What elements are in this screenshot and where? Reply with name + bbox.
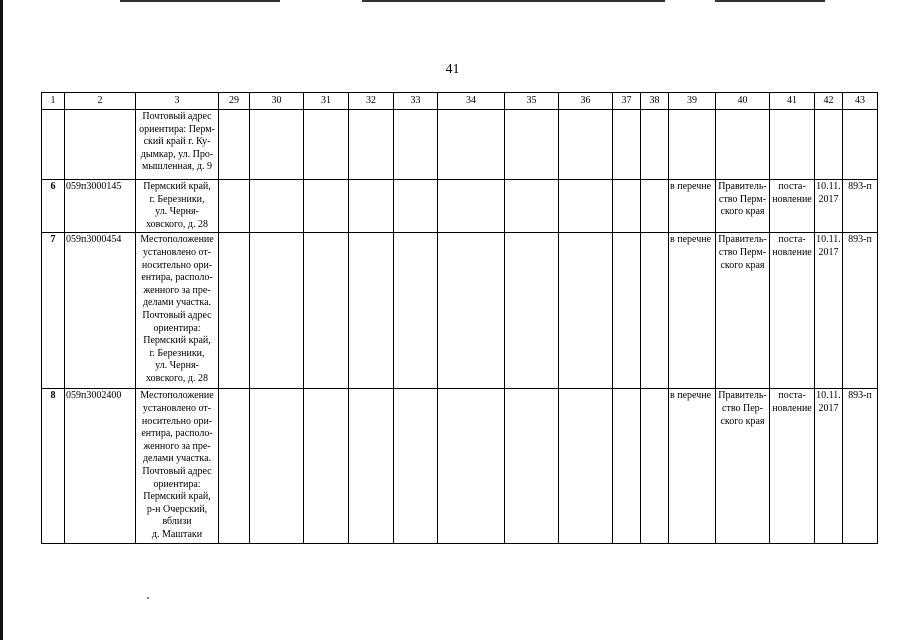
cell-line: поста- (778, 390, 806, 402)
document-number-cell: 893-п (843, 233, 878, 389)
cell-line: вблизи (162, 516, 192, 528)
empty-cell-col-36 (559, 180, 613, 233)
cell-line: ховского, д. 28 (145, 372, 208, 384)
table-row (42, 389, 878, 544)
column-header-43: 43 (843, 93, 878, 110)
address-cell (136, 110, 219, 180)
cell-line: ул. Черня- (155, 360, 199, 372)
column-header-40: 40 (716, 93, 770, 110)
column-header-39: 39 (669, 93, 716, 110)
empty-cell-col-35 (505, 110, 559, 180)
empty-cell-col-34 (438, 180, 505, 233)
cell-line: носительно ори- (141, 415, 213, 427)
empty-cell-col-32 (349, 389, 394, 544)
row-number-cell: 6 (42, 180, 65, 233)
cell-line: Правитель- (718, 181, 767, 192)
cell-line: ского края (720, 206, 765, 218)
column-header-31: 31 (304, 93, 349, 110)
empty-cell-col-31 (304, 180, 349, 233)
document-type-cell (770, 110, 815, 180)
cell-line: ский край г. Ку- (143, 136, 211, 148)
empty-cell-col-33 (394, 233, 438, 389)
cell-line: 2017 (818, 246, 839, 258)
cell-line: дымкар, ул. Про- (140, 148, 214, 160)
register-table-body (42, 93, 878, 544)
table-row (42, 110, 878, 180)
empty-cell-col-33 (394, 389, 438, 544)
cell-line: женного за пре- (143, 284, 211, 296)
cell-line: делами участка. (142, 453, 212, 465)
cell-line: новление (772, 402, 812, 414)
cell-line: ховского, д. 28 (145, 218, 208, 230)
empty-cell-col-37 (613, 233, 641, 389)
table-row (42, 233, 878, 389)
empty-cell-col-30 (250, 180, 304, 233)
scan-speck (147, 597, 149, 599)
cell-line: ентира, располо- (141, 272, 213, 284)
top-rule-right (715, 0, 825, 2)
address-cell (136, 180, 219, 233)
column-header-41: 41 (770, 93, 815, 110)
row-number-cell (42, 110, 65, 180)
page-number: 41 (445, 62, 460, 77)
cadastral-id-cell (65, 110, 136, 180)
empty-cell-col-32 (349, 180, 394, 233)
cell-line: новление (772, 246, 812, 258)
top-rule-left (120, 0, 280, 2)
empty-cell-col-31 (304, 233, 349, 389)
empty-cell-col-32 (349, 110, 394, 180)
empty-cell-col-30 (250, 110, 304, 180)
cell-line: Местоположение (140, 390, 214, 402)
document-number-cell: 893-п (843, 180, 878, 233)
cell-line: Пермский край, (143, 335, 211, 347)
top-rule-middle (362, 0, 665, 2)
column-header-30: 30 (250, 93, 304, 110)
column-header-2: 2 (65, 93, 136, 110)
cadastral-id-cell: 059п3000454 (65, 233, 136, 389)
empty-cell-col-37 (613, 389, 641, 544)
column-header-32: 32 (349, 93, 394, 110)
cell-line: Правитель- (718, 390, 767, 402)
authority-cell (716, 110, 770, 180)
document-type-cell (770, 389, 815, 544)
document-date-cell (815, 233, 843, 389)
list-status-cell: в перечне (669, 389, 716, 544)
empty-cell-col-38 (641, 180, 669, 233)
column-header-38: 38 (641, 93, 669, 110)
empty-cell-col-30 (250, 233, 304, 389)
empty-cell-col-33 (394, 110, 438, 180)
cell-line: 10.11. (816, 234, 841, 246)
row-number-cell: 8 (42, 389, 65, 544)
empty-cell-col-36 (559, 110, 613, 180)
column-header-34: 34 (438, 93, 505, 110)
empty-cell-col-30 (250, 389, 304, 544)
list-status-cell (669, 110, 716, 180)
document-type-cell (770, 233, 815, 389)
document-number-cell: 893-п (843, 389, 878, 544)
register-table (41, 92, 878, 544)
empty-cell-col-29 (219, 233, 250, 389)
cell-line: мышленная, д. 9 (141, 161, 212, 173)
cell-line: ентира, располо- (141, 428, 213, 440)
column-header-1: 1 (42, 93, 65, 110)
empty-cell-col-38 (641, 389, 669, 544)
empty-cell-col-29 (219, 110, 250, 180)
document-date-cell (815, 110, 843, 180)
empty-cell-col-32 (349, 233, 394, 389)
cell-line: новление (772, 193, 812, 205)
column-header-29: 29 (219, 93, 250, 110)
document-date-cell (815, 180, 843, 233)
cell-line: ориентира: (153, 322, 201, 334)
empty-cell-col-35 (505, 389, 559, 544)
cell-line: делами участка. (142, 297, 212, 309)
empty-cell-col-33 (394, 180, 438, 233)
header-row (42, 93, 878, 110)
empty-cell-col-35 (505, 180, 559, 233)
column-header-33: 33 (394, 93, 438, 110)
address-cell (136, 389, 219, 544)
cell-line: г. Березники, (149, 193, 205, 205)
empty-cell-col-31 (304, 389, 349, 544)
empty-cell-col-29 (219, 180, 250, 233)
cell-line: Почтовый адрес (142, 465, 212, 477)
cell-line: ство Перм- (718, 193, 767, 205)
document-number-cell (843, 110, 878, 180)
empty-cell-col-36 (559, 233, 613, 389)
cell-line: Почтовый адрес (142, 111, 212, 122)
empty-cell-col-29 (219, 389, 250, 544)
cell-line: женного за пре- (143, 440, 211, 452)
cell-line: д. Маштаки (151, 528, 203, 540)
empty-cell-col-34 (438, 233, 505, 389)
empty-cell-col-38 (641, 110, 669, 180)
empty-cell-col-36 (559, 389, 613, 544)
cell-line: 2017 (818, 402, 839, 414)
cadastral-id-cell: 059п3002400 (65, 389, 136, 544)
column-header-3: 3 (136, 93, 219, 110)
row-number-cell: 7 (42, 233, 65, 389)
cell-line: ского края (720, 415, 765, 427)
scan-edge (0, 0, 3, 640)
address-cell (136, 233, 219, 389)
empty-cell-col-35 (505, 233, 559, 389)
cell-line: ул. Черня- (155, 206, 199, 218)
table-row (42, 180, 878, 233)
cell-line: ориентира: Перм- (139, 123, 215, 135)
cell-line: носительно ори- (141, 259, 213, 271)
cell-line: 10.11. (816, 181, 841, 192)
cell-line: ство Пер- (722, 402, 763, 414)
document-date-cell (815, 389, 843, 544)
column-header-36: 36 (559, 93, 613, 110)
authority-cell (716, 180, 770, 233)
cell-line: Местоположение (140, 234, 214, 246)
cell-line: установлено от- (142, 246, 212, 258)
cell-line: Правитель- (718, 234, 767, 246)
cell-line: поста- (778, 181, 806, 192)
cell-line: поста- (778, 234, 806, 246)
cell-line: г. Березники, (149, 347, 205, 359)
cell-line: Пермский край, (143, 181, 211, 192)
cell-line: Почтовый адрес (142, 309, 212, 321)
cadastral-id-cell: 059п3000145 (65, 180, 136, 233)
cell-line: ство Перм- (718, 246, 767, 258)
cell-line: установлено от- (142, 402, 212, 414)
authority-cell (716, 389, 770, 544)
cell-line: р-н Очерский, (146, 503, 208, 515)
cell-line: ского края (720, 259, 765, 271)
empty-cell-col-34 (438, 110, 505, 180)
authority-cell (716, 233, 770, 389)
cell-line: 2017 (818, 193, 839, 205)
cell-line: 10.11. (816, 390, 841, 402)
list-status-cell: в перечне (669, 180, 716, 233)
column-header-37: 37 (613, 93, 641, 110)
document-type-cell (770, 180, 815, 233)
column-header-35: 35 (505, 93, 559, 110)
empty-cell-col-38 (641, 233, 669, 389)
cell-line: ориентира: (153, 478, 201, 490)
column-header-42: 42 (815, 93, 843, 110)
empty-cell-col-34 (438, 389, 505, 544)
empty-cell-col-37 (613, 180, 641, 233)
empty-cell-col-31 (304, 110, 349, 180)
list-status-cell: в перечне (669, 233, 716, 389)
empty-cell-col-37 (613, 110, 641, 180)
cell-line: Пермский край, (143, 491, 211, 503)
